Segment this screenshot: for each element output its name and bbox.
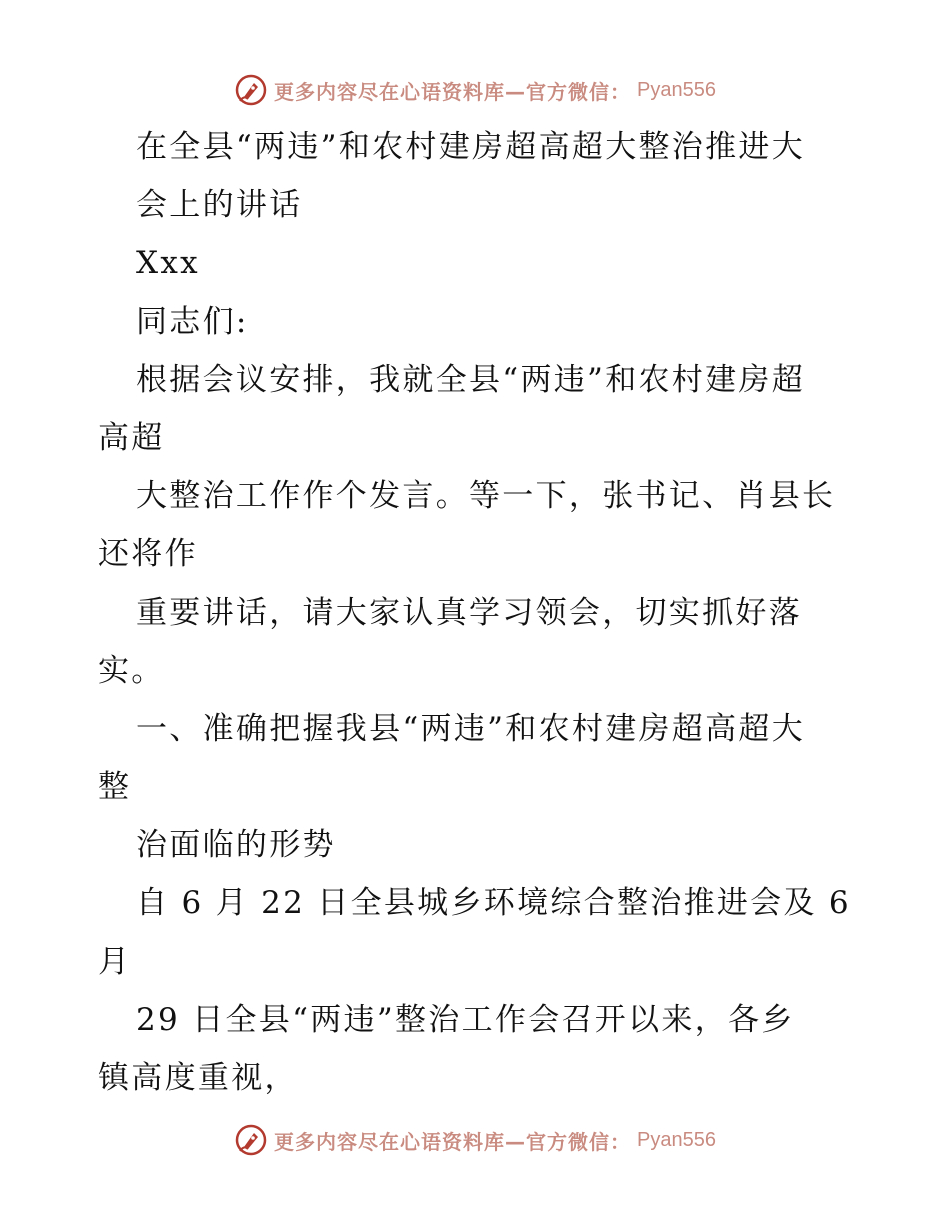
paragraph-line: 高超 (98, 419, 165, 456)
pen-nib-logo-icon (234, 73, 268, 107)
paragraph-line: 镇高度重视， (98, 1060, 298, 1096)
paragraph-line: 还将作 (98, 536, 198, 573)
watermark-contact: Pyan556 (637, 1128, 716, 1151)
pen-nib-logo-icon (234, 1123, 268, 1157)
watermark-contact: Pyan556 (637, 78, 716, 101)
section-heading-line: 整 (98, 769, 132, 806)
watermark-header (0, 70, 950, 110)
watermark-text: 更多内容尽在心语资料库—官方微信： (274, 1129, 632, 1154)
paragraph-line: 月 (98, 943, 132, 980)
paragraph-line: 29 日全县“两违”整治工作会召开以来，各乡 (136, 1001, 795, 1038)
watermark-text: 更多内容尽在心语资料库—官方微信： (274, 79, 632, 104)
paragraph-line: 大整治工作作个发言。等一下，张书记、肖县长 (136, 478, 836, 515)
section-heading-line: 一、准确把握我县“两违”和农村建房超高超大 (136, 710, 805, 747)
paragraph-line: 根据会议安排，我就全县“两违”和农村建房超 (136, 361, 805, 398)
section-heading-line: 治面临的形势 (136, 827, 336, 864)
document-salutation: 同志们: (136, 303, 249, 340)
document-title-line-2: 会上的讲话 (136, 187, 303, 224)
document-body (98, 118, 868, 1107)
document-author: Xxx (136, 245, 200, 282)
paragraph-line: 自 6 月 22 日全县城乡环境综合整治推进会及 6 (136, 885, 851, 922)
document-title-line-1: 在全县“两违”和农村建房超高超大整治推进大 (136, 129, 805, 165)
paragraph-line: 重要讲话，请大家认真学习领会，切实抓好落 (136, 594, 802, 631)
paragraph-line: 实。 (98, 652, 165, 689)
watermark-footer (0, 1120, 950, 1160)
